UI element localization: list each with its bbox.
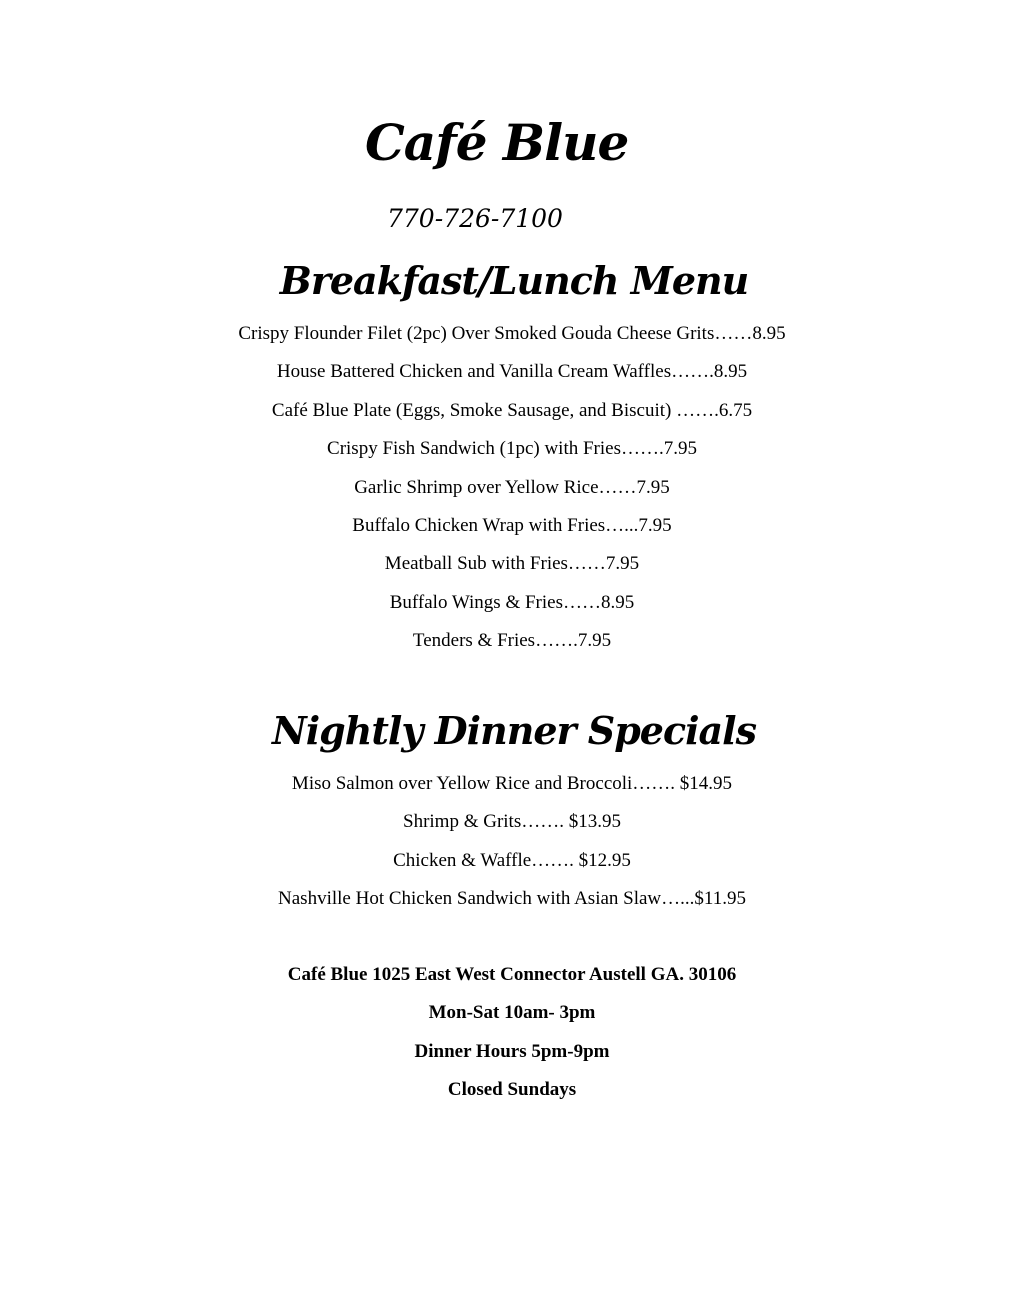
- menu-item: Crispy Flounder Filet (2pc) Over Smoked Gouda Cheese Grits……8.95: [238, 323, 786, 344]
- dinner-specials-list: [0, 772, 1024, 926]
- closed-days: Closed Sundays: [447, 1079, 577, 1101]
- menu-item: Garlic Shrimp over Yellow Rice……7.95: [354, 476, 670, 498]
- menu-item: Meatball Sub with Fries……7.95: [384, 553, 640, 575]
- address: Café Blue 1025 East West Connector Austell GA. 30106: [287, 964, 737, 985]
- menu-item: Buffalo Wings & Fries……8.95: [389, 591, 635, 613]
- lunch-hours: Mon-Sat 10am- 3pm: [428, 1002, 596, 1024]
- menu-item: Nashville Hot Chicken Sandwich with Asian Slaw…...$11.95: [278, 888, 746, 910]
- dinner-specials-heading: Nightly Dinner Specials: [272, 708, 756, 753]
- menu-item: Crispy Fish Sandwich (1pc) with Fries…….7.95: [327, 438, 697, 460]
- menu-item: Buffalo Chicken Wrap with Fries…...7.95: [352, 514, 672, 536]
- phone-number: 770-726-7100: [387, 204, 563, 233]
- menu-item: Café Blue Plate (Eggs, Smoke Sausage, and Biscuit) …….6.75: [271, 399, 753, 421]
- menu-item: Chicken & Waffle……. $12.95: [393, 849, 631, 871]
- menu-item: Tenders & Fries…….7.95: [412, 630, 612, 652]
- menu-item: Shrimp & Grits……. $13.95: [403, 811, 621, 833]
- restaurant-info: [0, 963, 1024, 1117]
- breakfast-lunch-heading: Breakfast/Lunch Menu: [279, 258, 749, 303]
- restaurant-name: Café Blue: [365, 113, 629, 172]
- breakfast-lunch-list: [0, 322, 1024, 668]
- menu-item: House Battered Chicken and Vanilla Cream Waffles…….8.95: [276, 361, 748, 383]
- dinner-hours: Dinner Hours 5pm-9pm: [414, 1040, 610, 1062]
- menu-item: Miso Salmon over Yellow Rice and Broccoli……. $14.95: [291, 773, 733, 794]
